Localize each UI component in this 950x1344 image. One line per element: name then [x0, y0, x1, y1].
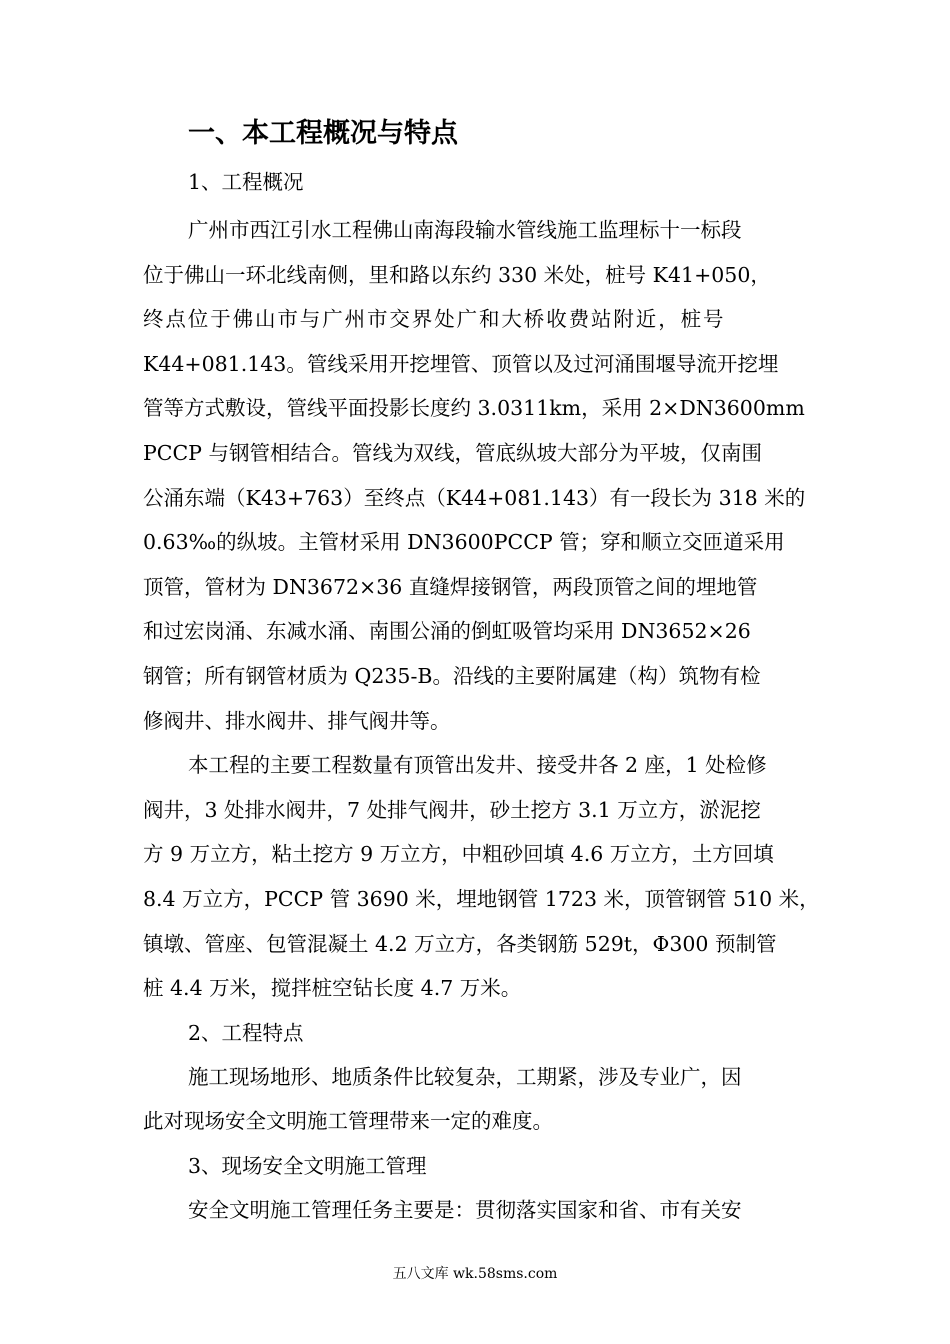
text-line: 钢管；所有钢管材质为 Q235-B。沿线的主要附属建（构）筑物有检	[143, 663, 761, 688]
text-line: 安全文明施工管理任务主要是：贯彻落实国家和省、市有关安	[188, 1197, 742, 1222]
text-line: PCCP 与钢管相结合。管线为双线，管底纵坡大部分为平坡，仅南围	[143, 440, 762, 465]
section-heading: 一、本工程概况与特点	[188, 118, 458, 149]
text-line: 广州市西江引水工程佛山南海段输水管线施工监理标十一标段	[188, 218, 742, 242]
text-line: 顶管，管材为 DN3672×36 直缝焊接钢管，两段顶管之间的埋地管	[143, 574, 758, 599]
subsection-title-safety-management: 3、现场安全文明施工管理	[188, 1153, 427, 1178]
text-line: 8.4 万立方，PCCP 管 3690 米，埋地钢管 1723 米，顶管钢管 510 米，	[143, 886, 820, 911]
text-line: 方 9 万立方，粘土挖方 9 万立方，中粗砂回填 4.6 万立方，土方回填	[143, 842, 774, 867]
text-line: 终点位于佛山市与广州市交界处广和大桥收费站附近，桩号	[143, 307, 726, 332]
subsection-title-features: 2、工程特点	[188, 1020, 304, 1045]
text-line: 0.63‰的纵坡。主管材采用 DN3600PCCP 管；穿和顺立交匝道采用	[143, 530, 785, 555]
text-line: K44+081.143。管线采用开挖埋管、顶管以及过河涌围堰导流开挖埋	[143, 351, 779, 376]
subsection-title-overview: 1、工程概况	[188, 170, 304, 194]
text-line: 此对现场安全文明施工管理带来一定的难度。	[143, 1109, 553, 1134]
text-line: 施工现场地形、地质条件比较复杂，工期紧，涉及专业广，因	[188, 1064, 742, 1089]
text-line: 修阀井、排水阀井、排气阀井等。	[143, 708, 451, 733]
page-footer-watermark: 五八文库 wk.58sms.com	[392, 1266, 558, 1282]
text-line: 桩 4.4 万米，搅拌桩空钻长度 4.7 万米。	[143, 976, 522, 1001]
paragraph-safety-management	[143, 1188, 823, 1233]
document-body	[143, 112, 823, 1232]
paragraph-project-features	[143, 1055, 823, 1144]
paragraph-work-quantities	[143, 743, 823, 1011]
text-line: 和过宏岗涌、东减水涌、南围公涌的倒虹吸管均采用 DN3652×26	[143, 619, 751, 644]
text-line: 管等方式敷设，管线平面投影长度约 3.0311km，采用 2×DN3600mm	[143, 396, 805, 421]
text-line: 本工程的主要工程数量有顶管出发井、接受井各 2 座，1 处检修	[188, 753, 767, 778]
text-line: 阀井，3 处排水阀井，7 处排气阀井，砂土挖方 3.1 万立方，淤泥挖	[143, 797, 761, 822]
text-line: 位于佛山一环北线南侧，里和路以东约 330 米处，桩号 K41+050，	[143, 262, 771, 287]
paragraph-project-overview	[143, 208, 823, 743]
text-line: 镇墩、管座、包管混凝土 4.2 万立方，各类钢筋 529t，Φ300 预制管	[143, 931, 777, 956]
text-line: 公涌东端（K43+763）至终点（K44+081.143）有一段长为 318 米的	[143, 485, 806, 510]
